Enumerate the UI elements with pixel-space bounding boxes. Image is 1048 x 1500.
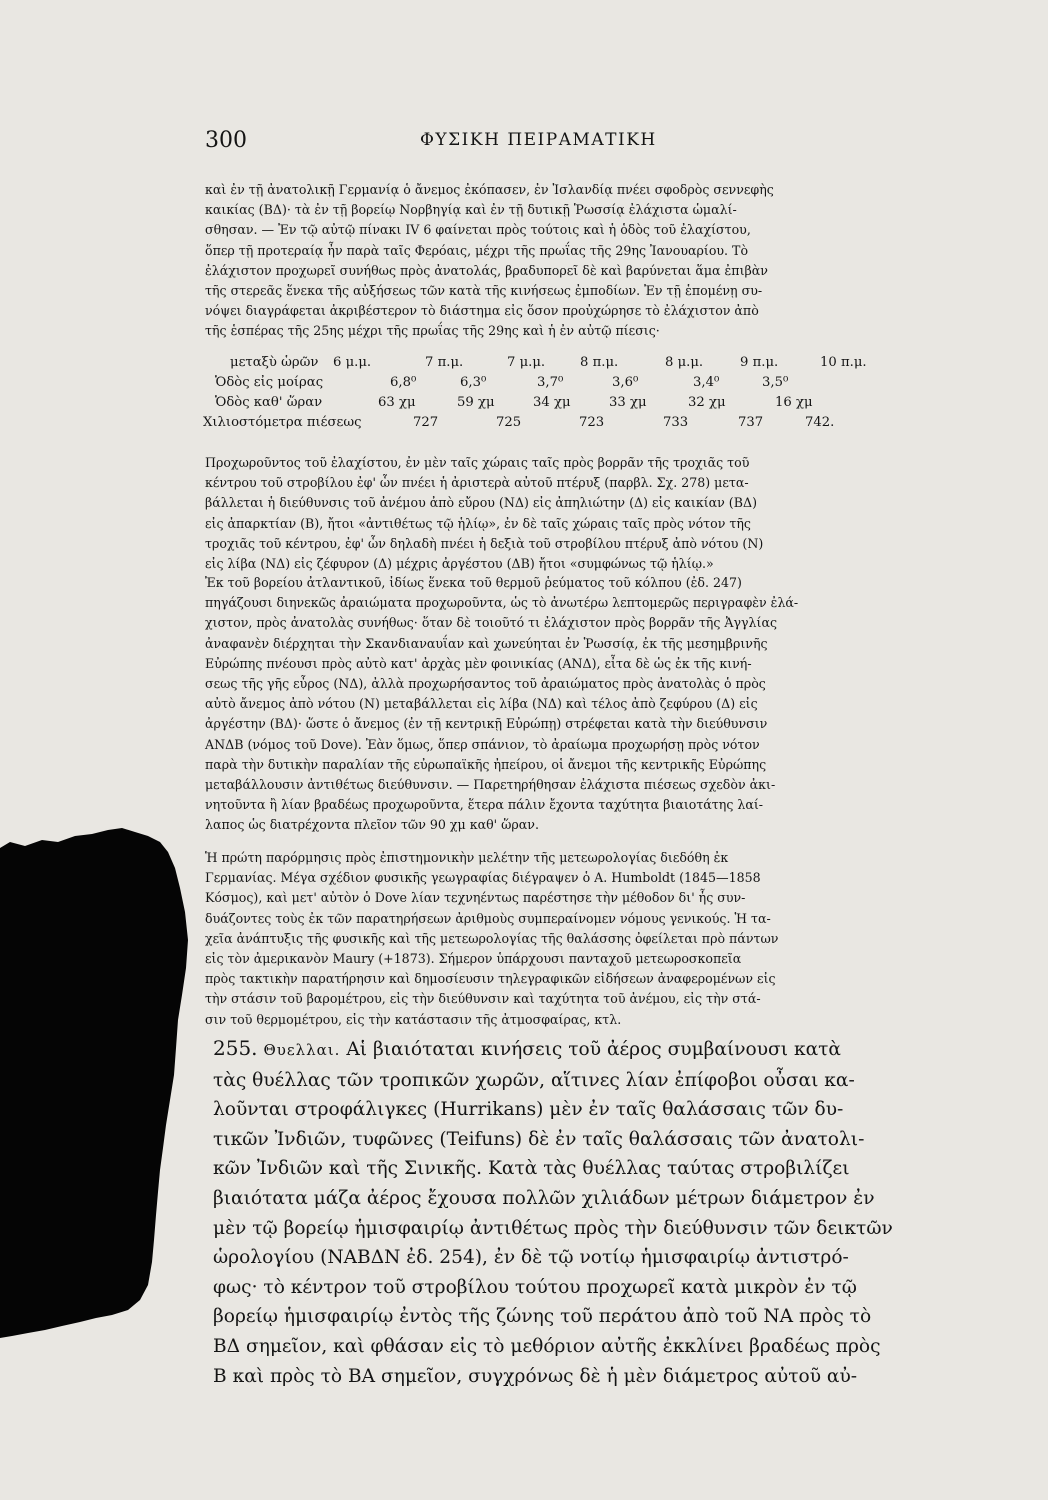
text-line: Κόσμος), καὶ μετ' αὐτὸν ὁ Dove λίαν τεχνηέντως παρέστησε τὴν μέθοδον δι' ἧς συν- xyxy=(205,890,746,906)
table-cell: 3,6⁰ xyxy=(612,375,639,390)
table-cell: 63 χμ xyxy=(378,395,416,410)
text-line: Εὐρώπης πνέουσι πρὸς αὐτὸ κατ' ἀρχὰς μὲν φοινικίας (ΑΝΔ), εἶτα δὲ ὡς ἐκ τῆς κινή- xyxy=(205,655,752,671)
text-line: μὲν τῷ βορείῳ ἡμισφαιρίῳ ἀντιθέτως πρὸς τὴν διεύθυνσιν τῶν δεικτῶν xyxy=(213,1217,893,1239)
text-line: ἀναφανὲν διέρχηται τὴν Σκανδιαναυΐαν καὶ χωνεύηται ἐν Ῥωσσίᾳ, ἐκ τῆς μεσημβρινῆς xyxy=(205,635,768,651)
text-line: μεταβάλλουσιν ἀντιθέτως διεύθυνσιν. — Παρετηρήθησαν ἐλάχιστα πιέσεως σχεδὸν ἀκι- xyxy=(205,777,776,793)
text-line: ἐλάχιστον προχωρεῖ συνήθως πρὸς ἀνατολάς, βραδυπορεῖ δὲ καὶ βαρύνεται ἅμα ἐπιβὰν xyxy=(205,262,768,278)
text-line: σεως τῆς γῆς εὖρος (ΝΔ), ἀλλὰ προχωρήσαντος τοῦ ἀραιώματος πρὸς ἀνατολὰς ὁ πρὸς xyxy=(205,676,766,692)
text-line: λαπος ὡς διατρέχοντα πλεῖον τῶν 90 χμ καθ' ὥραν. xyxy=(205,817,539,833)
table-cell: 742. xyxy=(805,415,835,430)
table-cell: 6,3⁰ xyxy=(460,375,487,390)
table-cell: 733 xyxy=(663,415,689,430)
table-cell: 16 χμ xyxy=(775,395,813,410)
text-line: τὴν στάσιν τοῦ βαρομέτρου, εἰς τὴν διεύθυνσιν καὶ ταχύτητα τοῦ ἀνέμου, εἰς τὴν στά- xyxy=(205,991,761,1007)
text-line: σιν τοῦ θερμομέτρου, εἰς τὴν κατάστασιν τῆς ἀτμοσφαίρας, κτλ. xyxy=(205,1011,622,1027)
table-cell: 3,7⁰ xyxy=(537,375,564,390)
text-line: ὅπερ τῇ προτεραίᾳ ἦν παρὰ ταῖς Φερόαις, μέχρι τῆς πρωΐας τῆς 29ης Ἰανουαρίου. Τὸ xyxy=(205,242,749,258)
text-line: βιαιότατα μάζα ἀέρος ἔχουσα πολλῶν χιλιάδων μέτρων διάμετρον ἐν xyxy=(213,1187,875,1209)
text-block-atlantic xyxy=(205,573,963,836)
text-line: τὰς θυέλλας τῶν τροπικῶν χωρῶν, αἵτινες λίαν ἐπίφοβοι οὖσαι κα- xyxy=(213,1069,855,1091)
text-line: δυάζοντες τοὺς ἐκ τῶν παρατηρήσεων ἀριθμοὺς συμπεραίνομεν νόμους γενικούς. Ἡ τα- xyxy=(205,910,771,926)
text-line: ΑΝΔΒ (νόμος τοῦ Dove). Ἐὰν ὅμως, ὅπερ σπάνιον, τὸ ἀραίωμα προχωρήσῃ πρὸς νότον xyxy=(205,736,760,752)
section-title: Θυελλαι. xyxy=(263,1041,341,1059)
text-line: εἰς ἀπαρκτίαν (Β), ἤτοι «ἀντιθέτως τῷ ἡλίῳ», ἐν δὲ ταῖς χώραις ταῖς πρὸς νότον τῆς xyxy=(205,515,751,531)
text-line: παρὰ τὴν δυτικὴν παραλίαν τῆς εὐρωπαϊκῆς ἠπείρου, οἱ ἄνεμοι τῆς κεντρικῆς Εὐρώπης xyxy=(205,756,767,772)
text-line: εἰς λίβα (ΝΔ) εἰς ζέφυρον (Δ) μέχρις ἀργέστου (ΔΒ) ἤτοι «συμφώνως τῷ ἡλίῳ.» xyxy=(205,556,714,572)
text-line xyxy=(213,1034,963,1066)
page-header xyxy=(205,128,965,164)
text-line: φως· τὸ κέντρον τοῦ στροβίλου τούτου προχωρεῖ κατὰ μικρὸν ἐν τῷ xyxy=(213,1276,857,1298)
text-line: σθησαν. — Ἐν τῷ αὐτῷ πίνακι IV 6 φαίνεται πρὸς τούτοις καὶ ἡ ὁδὸς τοῦ ἐλαχίστου, xyxy=(205,222,751,238)
table-cell: 6,8⁰ xyxy=(390,375,417,390)
table-row xyxy=(215,355,935,375)
text-line: τῆς ἑσπέρας τῆς 25ης μέχρι τῆς πρωΐας τῆς 29ης καὶ ἡ ἐν αὐτῷ πίεσις· xyxy=(205,323,660,339)
text-line: χεῖα ἀνάπτυξις τῆς φυσικῆς καὶ τῆς μετεωρολογίας τῆς θαλάσσης ὀφείλεται πρὸ πάντων xyxy=(205,930,779,946)
text-line: βορείῳ ἡμισφαιρίῳ ἐντὸς τῆς ζώνης τοῦ περάτου ἀπὸ τοῦ ΝΑ πρὸς τὸ xyxy=(213,1306,872,1328)
text-block-meteorology-history xyxy=(205,848,963,1030)
text-line: ὡρολογίου (ΝΑΒΔΝ ἐδ. 254), ἐν δὲ τῷ νοτίῳ ἡμισφαιρίῳ ἀντιστρό- xyxy=(213,1247,849,1269)
text-line: πηγάζουσι διηνεκῶς ἀραιώματα προχωροῦντα, ὡς τὸ ἀνωτέρω λεπτομερῶς περιγραφὲν ἐλά- xyxy=(205,595,799,611)
text-line: λοῦνται στροφάλιγκες (Hurrikans) μὲν ἐν ταῖς θαλάσσαις τῶν δυ- xyxy=(213,1099,844,1121)
text-line: εἰς τὸν ἀμερικανὸν Maury (+1873). Σήμερον ὑπάρχουσι πανταχοῦ μετεωροσκοπεῖα xyxy=(205,951,742,967)
table-cell: 723 xyxy=(579,415,605,430)
table-row xyxy=(215,375,935,395)
text-line: Γερμανίας. Μέγα σχέδιον φυσικῆς γεωγραφίας διέγραψεν ὁ Α. Humboldt (1845—1858 xyxy=(205,870,761,886)
table-cell: 3,5⁰ xyxy=(762,375,789,390)
text-line: χιστον, πρὸς ἀνατολὰς συνήθως· ὅταν δὲ τοιοῦτό τι ἐλάχιστον πρὸς βορρᾶν τῆς Ἀγγλίας xyxy=(205,615,778,631)
table-row xyxy=(215,395,935,415)
text-line: πρὸς τακτικὴν παρατήρησιν καὶ δημοσίευσιν τηλεγραφικῶν εἰδήσεων ἀναφερομένων εἰς xyxy=(205,971,776,987)
table-cell: 727 xyxy=(413,415,439,430)
table-cell: 8 π.μ. xyxy=(580,355,619,370)
table-cell: 8 μ.μ. xyxy=(665,355,704,370)
text-block-cyclone-wind xyxy=(205,453,963,574)
text-line: Ἐκ τοῦ βορείου ἀτλαντικοῦ, ἰδίως ἕνεκα τοῦ θερμοῦ ῥεύματος τοῦ κόλπου (ἐδ. 247) xyxy=(205,575,742,590)
section-number: 255. xyxy=(213,1036,258,1060)
table-cell: Ὁδὸς καθ' ὥραν xyxy=(215,395,323,410)
table-cell: 9 π.μ. xyxy=(740,355,779,370)
page-number: 300 xyxy=(205,128,247,153)
table-cell: 3,4⁰ xyxy=(693,375,720,390)
text-line: βάλλεται ἡ διεύθυνσις τοῦ ἀνέμου ἀπὸ εὔρου (ΝΔ) εἰς ἀπηλιώτην (Δ) εἰς καικίαν (ΒΔ) xyxy=(205,495,757,511)
running-title: ΦΥΣΙΚΗ ΠΕΙΡΑΜΑΤΙΚΗ xyxy=(420,130,657,150)
table-cell: 7 π.μ. xyxy=(425,355,464,370)
text-line: Ἡ πρώτη παρόρμησις πρὸς ἐπιστημονικὴν μελέτην τῆς μετεωρολογίας διεδόθη ἐκ xyxy=(205,850,729,865)
text-line: τῆς στερεᾶς ἕνεκα τῆς αὐξήσεως τῶν κατὰ τῆς κινήσεως ἐμποδίων. Ἐν τῇ ἑπομένῃ συ- xyxy=(205,283,763,299)
text-block-opening xyxy=(205,180,963,342)
table-cell: 10 π.μ. xyxy=(820,355,867,370)
table-cell: Χιλιοστόμετρα πιέσεως xyxy=(203,415,362,430)
text-line: ΒΔ σημεῖον, καὶ φθάσαν εἰς τὸ μεθόριον αὐτῆς ἐκκλίνει βραδέως πρὸς xyxy=(213,1335,881,1357)
table-cell: 59 χμ xyxy=(457,395,495,410)
text-line: ἀργέστην (ΒΔ)· ὥστε ὁ ἄνεμος (ἐν τῇ κεντρικῇ Εὐρώπῃ) στρέφεται κατὰ τὴν διεύθυνσιν xyxy=(205,716,768,732)
table-cell: μεταξὺ ὡρῶν xyxy=(230,355,319,370)
table-cell: 737 xyxy=(738,415,764,430)
text-line: τικῶν Ἰνδιῶν, τυφῶνες (Teifuns) δὲ ἐν ταῖς θαλάσσαις τῶν ἀνατολι- xyxy=(213,1128,865,1150)
text-line: Β καὶ πρὸς τὸ ΒΑ σημεῖον, συγχρόνως δὲ ἡ μὲν διάμετρος αὐτοῦ αὐ- xyxy=(213,1365,858,1387)
pressure-table xyxy=(203,355,935,435)
table-cell: 34 χμ xyxy=(533,395,571,410)
text-line-content: Αἱ βιαιόταται κινήσεις τοῦ ἀέρος συμβαίνουσι κατὰ xyxy=(346,1039,841,1060)
table-cell: 33 χμ xyxy=(609,395,647,410)
text-line: καικίας (ΒΔ)· τὰ ἐν τῇ βορείῳ Νορβηγίᾳ καὶ ἐν τῇ δυτικῇ Ῥωσσίᾳ ἐλάχιστα ὡμαλί- xyxy=(205,202,737,218)
text-line: κέντρου τοῦ στροβίλου ἐφ' ὧν πνέει ἡ ἀριστερὰ αὐτοῦ πτέρυξ (παρβλ. Σχ. 278) μετα- xyxy=(205,475,749,491)
text-line: καὶ ἐν τῇ ἀνατολικῇ Γερμανίᾳ ὁ ἄνεμος ἐκόπασεν, ἐν Ἰσλανδίᾳ πνέει σφοδρὸς σεννεφὴς xyxy=(205,182,774,197)
table-row xyxy=(203,415,935,435)
text-line: νητοῦντα ἢ λίαν βραδέως προχωροῦντα, ἕτερα πάλιν ἔχοντα ταχύτητα βιαιοτάτης λαί- xyxy=(205,797,764,813)
text-line: κῶν Ἰνδιῶν καὶ τῆς Σινικῆς. Κατὰ τὰς θυέλλας ταύτας στροβιλίζει xyxy=(213,1158,850,1180)
section-255 xyxy=(213,1034,963,1391)
text-line: τροχιᾶς τοῦ κέντρου, ἐφ' ὧν δηλαδὴ πνέει ἡ δεξιὰ τοῦ στροβίλου πτέρυξ ἀπὸ νότου (Ν) xyxy=(205,535,764,551)
text-line: αὐτὸ ἄνεμος ἀπὸ νότου (Ν) μεταβάλλεται εἰς λίβα (ΝΔ) καὶ τέλος ἀπὸ ζεφύρου (Δ) εἰς xyxy=(205,696,758,712)
text-line: Προχωροῦντος τοῦ ἐλαχίστου, ἐν μὲν ταῖς χώραις ταῖς πρὸς βορρᾶν τῆς τροχιᾶς τοῦ xyxy=(205,455,750,470)
table-cell: 725 xyxy=(496,415,522,430)
table-cell: 32 χμ xyxy=(688,395,726,410)
table-cell: Ὁδὸς εἰς μοίρας xyxy=(215,375,324,390)
table-cell: 6 μ.μ. xyxy=(333,355,372,370)
text-line: νόψει διαγράφεται ἀκριβέστερον τὸ διάστημα εἰς ὅσον προὐχώρησε τὸ ἐλάχιστον ἀπὸ xyxy=(205,303,759,319)
table-cell: 7 μ.μ. xyxy=(507,355,546,370)
